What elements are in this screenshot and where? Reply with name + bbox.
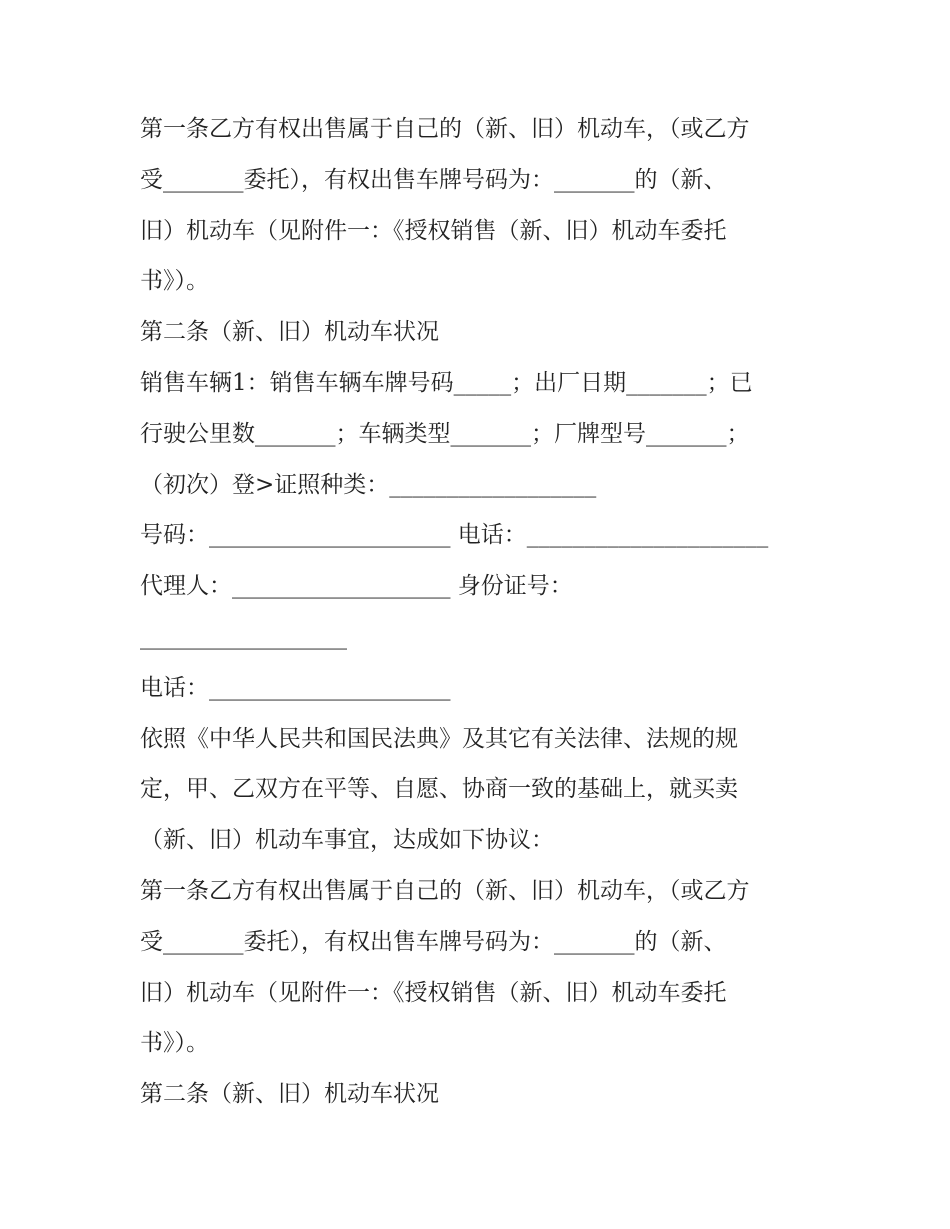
text-line-article-1-repeat-p4: 书》）。 (140, 1030, 209, 1057)
text-line-phone: 电话：_____________________ (140, 674, 451, 701)
text-line-vehicle-info-1: 销售车辆1：销售车辆车牌号码_____；出厂日期_______；已 (140, 369, 753, 396)
text-line-article-1-p2: 受_______委托），有权出售车牌号码为：_______的（新、 (140, 166, 727, 193)
text-line-preamble-1: 依照《中华人民共和国民法典》及其它有关法律、法规的规 (140, 725, 738, 752)
text-line-article-2-repeat-heading: 第二条（新、旧）机动车状况 (140, 1081, 439, 1108)
text-line-article-1-p1: 第一条乙方有权出售属于自己的（新、旧）机动车，（或乙方 (140, 116, 750, 142)
text-line-registration: （初次）登>证照种类：__________________ (140, 471, 597, 498)
text-line-preamble-3: （新、旧）机动车事宜，达成如下协议： (140, 827, 554, 854)
text-line-article-1-repeat-p1: 第一条乙方有权出售属于自己的（新、旧）机动车，（或乙方 (140, 877, 750, 904)
text-line-preamble-2: 定，甲、乙双方在平等、自愿、协商一致的基础上，就买卖 (140, 776, 738, 803)
text-line-vehicle-info-2: 行驶公里数_______；车辆类型_______；厂牌型号_______； (140, 420, 750, 447)
text-line-article-1-p3: 旧）机动车（见附件一：《授权销售（新、旧）机动车委托 (140, 217, 727, 244)
text-line-article-2-heading: 第二条（新、旧）机动车状况 (140, 319, 439, 346)
text-line-article-1-p4: 书》）。 (140, 268, 209, 295)
text-line-article-1-repeat-p3: 旧）机动车（见附件一：《授权销售（新、旧）机动车委托 (140, 979, 727, 1006)
text-line-number-phone: 号码：_____________________ 电话：_____________________ (140, 522, 769, 549)
text-line-agent-id: 代理人：___________________ 身份证号： (140, 573, 573, 600)
text-line-article-1-repeat-p2: 受_______委托），有权出售车牌号码为：_______的（新、 (140, 928, 727, 955)
contract-text (140, 104, 820, 1120)
text-line-id-blank: __________________ (140, 623, 347, 650)
